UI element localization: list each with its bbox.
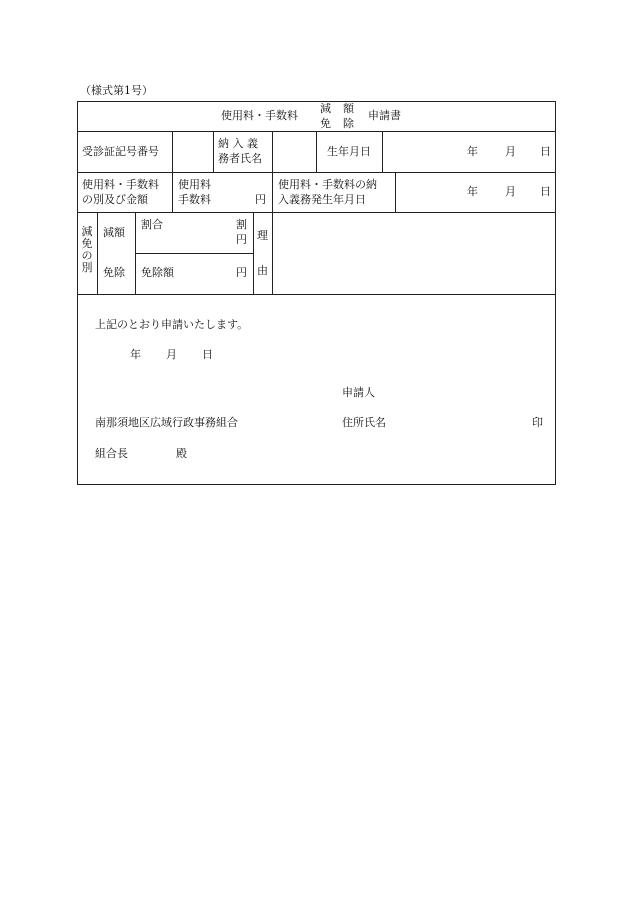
title-option-reduction-2: 額 bbox=[343, 102, 354, 115]
exemption-yen-unit: 円 bbox=[236, 266, 247, 279]
ratio-label: 割合 bbox=[141, 218, 163, 231]
obligation-year-unit: 年 bbox=[467, 185, 478, 198]
fee-type-label-line2: の別及び金額 bbox=[82, 193, 148, 206]
application-month-unit: 月 bbox=[166, 348, 177, 361]
row3-col1 bbox=[97, 212, 98, 294]
application-statement: 上記のとおり申請いたします。 bbox=[95, 318, 249, 331]
row3-col4 bbox=[272, 212, 273, 294]
row2-col3 bbox=[395, 172, 396, 212]
obligation-date-label-line2: 入義務発生年月日 bbox=[278, 193, 366, 206]
application-year-unit: 年 bbox=[130, 348, 141, 361]
obligation-month-unit: 月 bbox=[505, 185, 516, 198]
seal-mark: 印 bbox=[532, 416, 543, 429]
row2-col2 bbox=[272, 172, 273, 212]
row3-col2 bbox=[135, 212, 136, 294]
handling-fee-label: 手数料 bbox=[178, 193, 211, 206]
row3-divider bbox=[77, 294, 556, 295]
title-suffix: 申請書 bbox=[368, 109, 401, 122]
reason-label-2: 由 bbox=[257, 264, 268, 277]
obligation-day-unit: 日 bbox=[540, 185, 551, 198]
row1-divider bbox=[77, 172, 556, 173]
row2-divider bbox=[77, 212, 556, 213]
payer-label-line2: 務者氏名 bbox=[218, 152, 262, 165]
row2-col1 bbox=[172, 172, 173, 212]
birth-day-unit: 日 bbox=[540, 145, 551, 158]
title-option-exemption-1: 免 bbox=[320, 117, 331, 130]
reason-label-1: 理 bbox=[257, 229, 268, 242]
exemption-label: 免除 bbox=[103, 266, 125, 279]
birth-date-label: 生年月日 bbox=[327, 145, 371, 158]
exemption-amount-label: 免除額 bbox=[141, 266, 174, 279]
birth-month-unit: 月 bbox=[505, 145, 516, 158]
form-title: 使用料・手数料 bbox=[221, 109, 298, 122]
usage-fee-label: 使用料 bbox=[178, 178, 211, 191]
row1-col4 bbox=[316, 131, 317, 172]
organization-name: 南那須地区広域行政事務組合 bbox=[95, 416, 238, 429]
row1-col2 bbox=[213, 131, 214, 172]
row1-col3 bbox=[272, 131, 273, 172]
payer-label-line1: 納 入 義 bbox=[218, 137, 258, 150]
reduction-yen-unit: 円 bbox=[236, 233, 247, 246]
reduction-exemption-divider bbox=[135, 253, 253, 254]
row1-col5 bbox=[382, 131, 383, 172]
chief-title: 組合長 bbox=[95, 447, 128, 460]
obligation-date-label-line1: 使用料・手数料の納 bbox=[278, 178, 377, 191]
reduction-label: 減額 bbox=[103, 226, 125, 239]
address-name-label: 住所氏名 bbox=[342, 416, 386, 429]
title-option-exemption-2: 除 bbox=[343, 117, 354, 130]
cert-number-label: 受診証記号番号 bbox=[82, 145, 159, 158]
form-number-label: （様式第1号） bbox=[80, 84, 153, 97]
honorific-label: 殿 bbox=[176, 447, 187, 460]
fee-yen-unit: 円 bbox=[255, 193, 266, 206]
row3-col3 bbox=[253, 212, 254, 294]
birth-year-unit: 年 bbox=[467, 145, 478, 158]
applicant-label: 申請人 bbox=[342, 386, 375, 399]
ratio-wari-unit: 割 bbox=[236, 218, 247, 231]
row1-col1 bbox=[172, 131, 173, 172]
application-day-unit: 日 bbox=[202, 348, 213, 361]
fee-type-label-line1: 使用料・手数料 bbox=[82, 178, 159, 191]
title-option-reduction-1: 減 bbox=[320, 102, 331, 115]
reduction-exemption-kind-label: 減免の別 bbox=[81, 225, 93, 274]
